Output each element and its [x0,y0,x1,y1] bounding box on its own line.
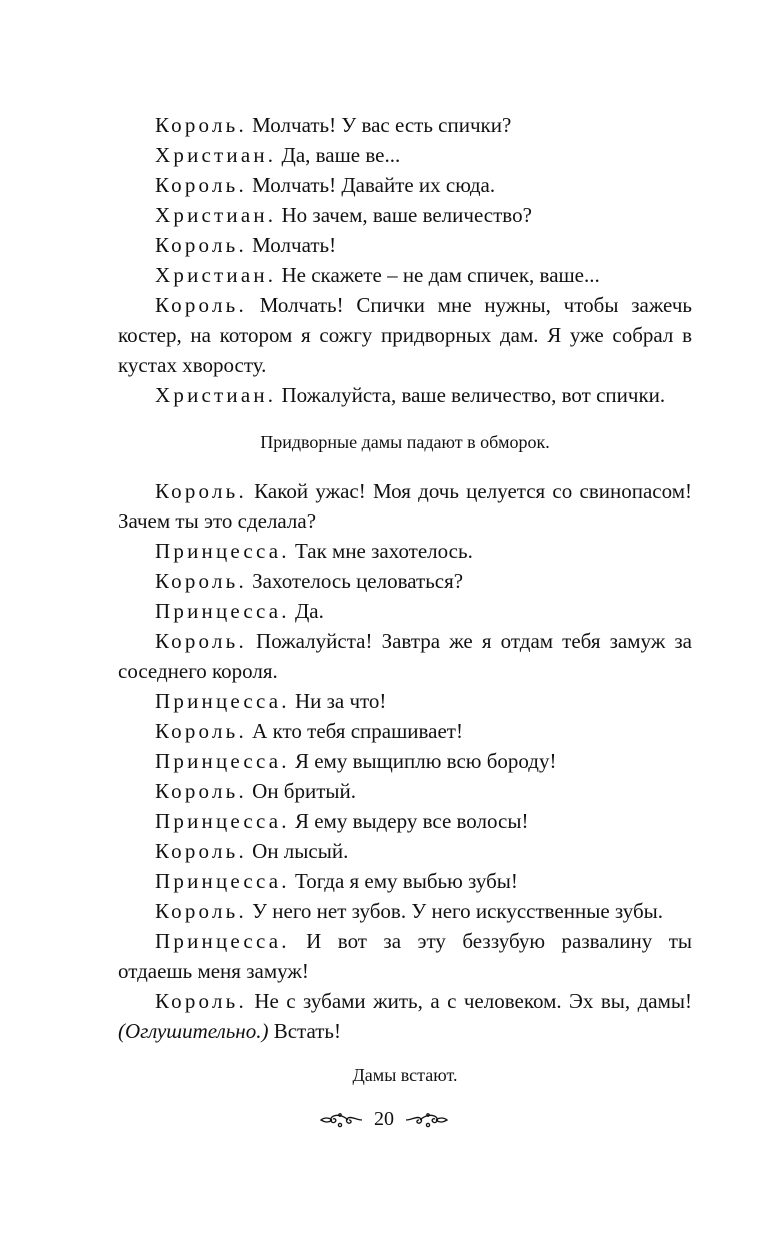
dialogue-line [118,566,692,596]
line-text: Я ему выдеру все волосы! [289,809,529,833]
speaker-name: Король. [155,629,247,653]
line-text: Я ему выщиплю всю бороду! [289,749,557,773]
line-text: Пожалуйста! Завтра же я отдам тебя замуж за соседнего короля. [118,629,692,683]
speaker-name: Принцесса. [155,599,290,623]
line-text: Тогда я ему выбью зубы! [289,869,518,893]
line-text: Молчать! [246,233,337,257]
line-text: Так мне захотелось. [289,539,473,563]
speaker-name: Король. [155,779,247,803]
line-text: Он бритый. [246,779,357,803]
speaker-name: Король. [155,173,247,197]
line-text: А кто тебя спрашивает! [246,719,463,743]
line-text: Молчать! У вас есть спички? [246,113,512,137]
speaker-name: Принцесса. [155,929,290,953]
dialogue-line [118,110,692,140]
stage-direction: Дамы встают. [352,1065,458,1085]
line-text: Да. [289,599,324,623]
dialogue-line [118,596,692,626]
speaker-name: Принцесса. [155,689,290,713]
dialogue-line [118,926,692,986]
dialogue-line [118,476,692,536]
speaker-name: Христиан. [155,203,277,227]
line-text: Какой ужас! Моя дочь целуется со свинопасом! Зачем ты это сделала? [118,479,692,533]
speaker-name: Христиан. [155,143,277,167]
dialogue-line [118,806,692,836]
line-text: Да, ваше ве... [276,143,401,167]
line-text: Ни за что! [289,689,387,713]
speaker-name: Король. [155,989,247,1013]
speaker-name: Принцесса. [155,539,290,563]
stage-direction: Придворные дамы падают в обморок. [260,432,550,452]
dialogue-line [118,986,692,1046]
line-text: Не с зубами жить, а с человеком. Эх вы, дамы! [246,989,692,1013]
dialogue-line [118,230,692,260]
line-text: Молчать! Спички мне нужны, чтобы зажечь костер, на котором я сожгу придворных дам. Я уже собрал в кустах хворосту. [118,293,692,377]
page-number: 20 [374,1108,394,1130]
right-ornament-icon [404,1111,450,1129]
line-text: У него нет зубов. У него искусственные зубы. [246,899,664,923]
dialogue-line [118,200,692,230]
dialogue-line [118,260,692,290]
speaker-name: Король. [155,113,247,137]
dialogue-line [118,170,692,200]
speaker-name: Король. [155,899,247,923]
speaker-name: Христиан. [155,263,277,287]
speaker-name: Король. [155,569,247,593]
speaker-name: Принцесса. [155,809,290,833]
page-text [118,110,692,1109]
dialogue-line [118,776,692,806]
stage-remark: (Оглушительно.) [118,1019,269,1043]
speaker-name: Король. [155,719,247,743]
dialogue-line [118,896,692,926]
speaker-name: Принцесса. [155,869,290,893]
speaker-name: Христиан. [155,383,277,407]
dialogue-line [118,380,692,410]
line-text: И вот за эту беззубую развалину ты отдаешь меня замуж! [118,929,692,983]
dialogue-line [118,140,692,170]
dialogue-line [118,290,692,380]
speaker-name: Король. [155,839,247,863]
line-text: Встать! [268,1019,342,1043]
speaker-name: Король. [155,293,247,317]
line-text: Молчать! Давайте их сюда. [246,173,496,197]
line-text: Не скажете – не дам спичек, ваше... [276,263,600,287]
speaker-name: Король. [155,479,247,503]
dialogue-line [118,716,692,746]
line-text: Захотелось целоваться? [246,569,464,593]
dialogue-line [118,836,692,866]
speaker-name: Король. [155,233,247,257]
dialogue-line [118,626,692,686]
line-text: Он лысый. [246,839,349,863]
page-footer [0,1108,768,1131]
dialogue-line [118,536,692,566]
speaker-name: Принцесса. [155,749,290,773]
left-ornament-icon [318,1111,364,1129]
line-text: Пожалуйста, ваше величество, вот спички. [276,383,666,407]
dialogue-line [118,866,692,896]
dialogue-line [118,686,692,716]
line-text: Но зачем, ваше величество? [276,203,532,227]
dialogue-line [118,746,692,776]
